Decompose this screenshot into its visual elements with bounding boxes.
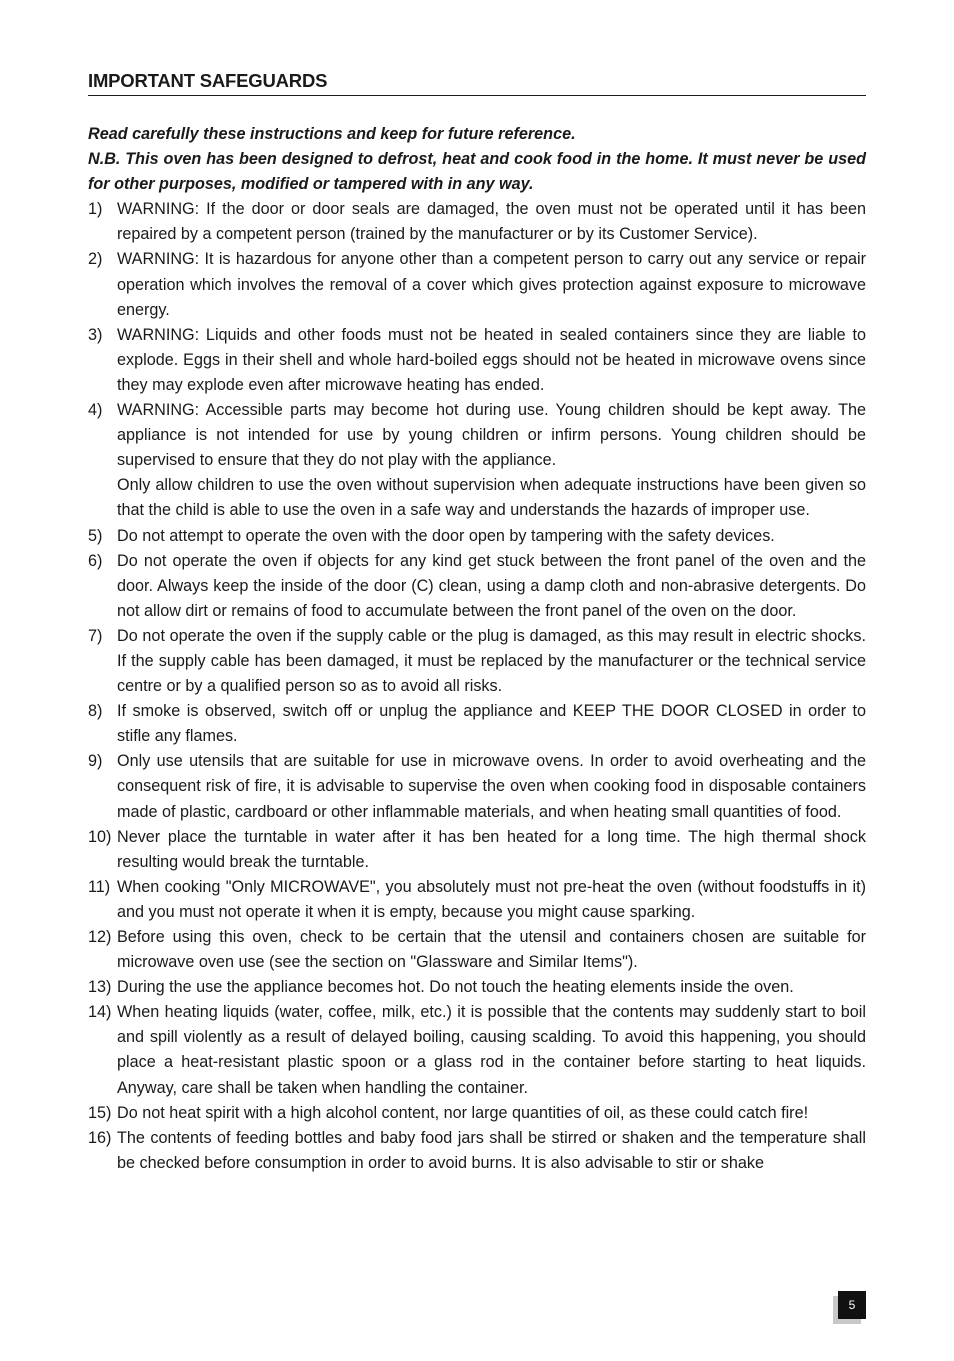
list-item (88, 524, 866, 549)
list-item-number: 10) (88, 827, 112, 846)
list-item-text: If smoke is observed, switch off or unplug the appliance and KEEP THE DOOR CLOSED in order to stifle any flames. (117, 702, 866, 746)
page-number: 5 (838, 1291, 866, 1319)
list-item-number: 6) (88, 551, 103, 570)
list-item-text: During the use the appliance becomes hot. Do not touch the heating elements inside the oven. (117, 978, 794, 997)
document-body (88, 122, 866, 1176)
list-item (88, 825, 866, 875)
list-item-number: 4) (88, 401, 103, 420)
list-item-number: 12) (88, 928, 112, 946)
list-item-text: WARNING: Accessible parts may become hot during use. Young children should be kept away. The appliance is not intended for use by young children or infirm persons. Young children should be supervised to ensure that they do not play with the appliance. (117, 401, 866, 470)
list-item-text: Do not attempt to operate the oven with the door open by tampering with the safety devices. (117, 526, 775, 545)
list-item-number: 16) (88, 1128, 112, 1147)
list-item-number: 13) (88, 978, 112, 997)
list-item (88, 1000, 866, 1100)
intro-line-1: Read carefully these instructions and keep for future reference. (88, 125, 576, 143)
list-item-text: Before using this oven, check to be certain that the utensil and containers chosen are suitable for microwave oven use (see the section on "Glassware and Similar Items"). (117, 928, 866, 972)
list-item-number: 7) (88, 626, 103, 645)
list-item-text: Do not operate the oven if the supply cable or the plug is damaged, as this may result in electric shocks. If the supply cable has been damaged, it must be replaced by the manufacturer or the technical service centre or by a qualified person so as to avoid all risks. (117, 626, 866, 696)
list-item (88, 749, 866, 824)
list-item (88, 197, 866, 247)
intro-line-2: N.B. This oven has been designed to defrost, heat and cook food in the home. It must never be used for other purposes, modified or tampered with in any way. (88, 150, 866, 194)
list-item-number: 1) (88, 200, 103, 219)
list-item-text: Never place the turntable in water after it has ben heated for a long time. The high thermal shock resulting would break the turntable. (117, 827, 866, 871)
list-item (88, 925, 866, 975)
list-item (88, 398, 866, 523)
list-item-number: 14) (88, 1003, 112, 1022)
list-item-text: Do not heat spirit with a high alcohol content, nor large quantities of oil, as these could catch fire! (117, 1103, 809, 1122)
list-item-text: When heating liquids (water, coffee, milk, etc.) it is possible that the contents may suddenly start to boil and spill violently as a result of delayed boiling, causing scalding. To avoid this happening, you should place a heat-resistant plastic spoon or a glass rod in the container before starting to heat liquids. Anyway, care shall be taken when handling the container. (117, 1003, 866, 1097)
list-item-text: WARNING: If the door or door seals are damaged, the oven must not be operated until it has been repaired by a competent person (trained by the manufacturer or by its Customer Service). (117, 200, 866, 244)
list-item (88, 1126, 866, 1176)
list-item-number: 8) (88, 702, 103, 721)
list-item-text: When cooking "Only MICROWAVE", you absolutely must not pre-heat the oven (without foodstuffs in it) and you must not operate it when it is empty, because you might cause sparking. (117, 877, 866, 921)
list-item-text: WARNING: Liquids and other foods must not be heated in sealed containers since they are liable to explode. Eggs in their shell and whole hard-boiled eggs should not be heated in microwave ovens since they may explode even after microwave heating has ended. (117, 325, 866, 394)
list-item-number: 2) (88, 250, 103, 269)
list-item-number: 15) (88, 1103, 112, 1122)
list-item (88, 699, 866, 749)
list-item (88, 247, 866, 322)
list-item-number: 11) (88, 877, 111, 896)
list-item-text: Only allow children to use the oven without supervision when adequate instructions have been given so that the child is able to use the oven in a safe way and understands the hazards of improper use. (117, 476, 866, 520)
list-item-text: Do not operate the oven if objects for any kind get stuck between the front panel of the oven and the door. Always keep the inside of the door (C) clean, using a damp cloth and non-abrasive detergents. Do not allow dirt or remains of food to accumulate between the front panel of the oven on the door. (117, 551, 866, 620)
list-item (88, 624, 866, 699)
section-heading: IMPORTANT SAFEGUARDS (88, 69, 866, 96)
safeguards-list (88, 197, 866, 1176)
list-item-number: 5) (88, 526, 103, 545)
list-item (88, 975, 866, 1000)
list-item-text: Only use utensils that are suitable for use in microwave ovens. In order to avoid overheating and the consequent risk of fire, it is advisable to supervise the oven when cooking food in disposable containers made of plastic, cardboard or other inflammable materials, and when heating small quantities of food. (117, 752, 866, 821)
list-item-number: 9) (88, 752, 103, 771)
list-item (88, 1101, 866, 1126)
list-item-text: The contents of feeding bottles and baby food jars shall be stirred or shaken and the temperature shall be checked before consumption in order to avoid burns. It is also advisable to stir or shake (117, 1128, 866, 1172)
list-item (88, 323, 866, 398)
list-item-number: 3) (88, 325, 103, 344)
list-item (88, 549, 866, 624)
list-item-text: WARNING: It is hazardous for anyone other than a competent person to carry out any service or repair operation which involves the removal of a cover which gives protection against exposure to microwave energy. (117, 250, 866, 319)
list-item (88, 875, 866, 925)
